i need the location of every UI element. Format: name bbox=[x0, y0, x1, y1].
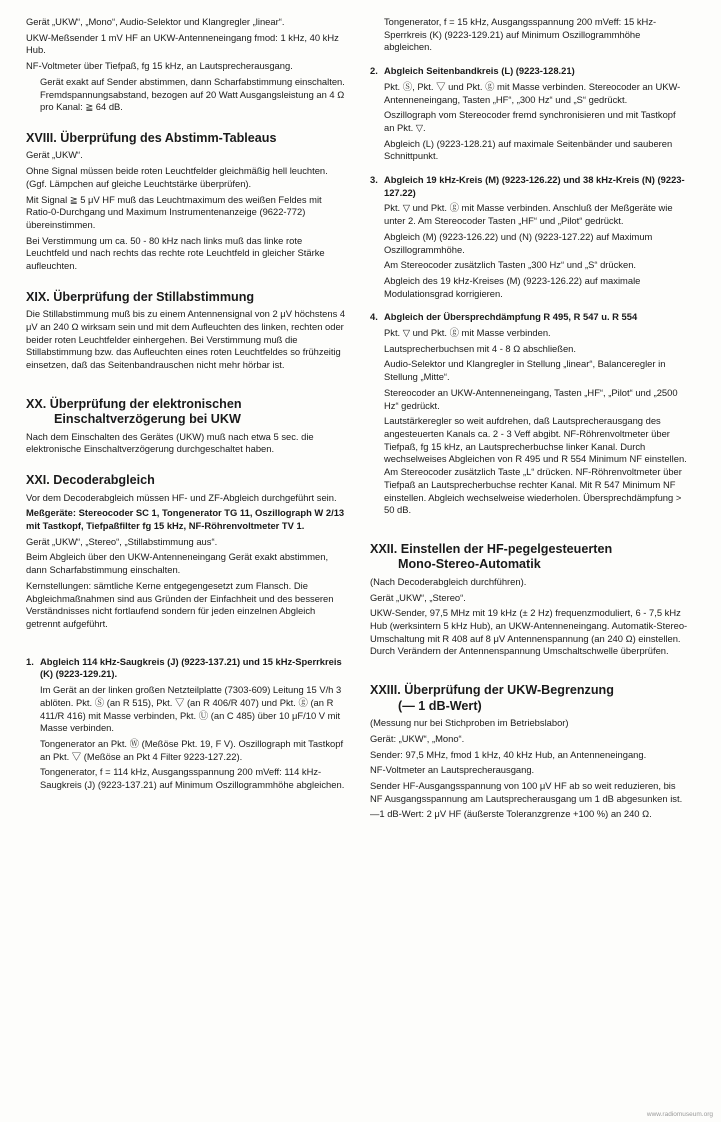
step-3-para: Am Stereocoder zusätzlich Tasten „300 Hz“ und „S“ drücken. bbox=[384, 259, 637, 271]
s22-para: Gerät „UKW“, „Stereo“. bbox=[370, 591, 466, 603]
step-4-para: Stereocoder an UKW-Antenneneingang, Tasten „HF“, „Pilot“ und „2500 Hz“ gedrückt. bbox=[384, 386, 678, 411]
section-20-heading-line-1: XX. Überprüfung der elektronischen bbox=[26, 396, 242, 411]
section-20-heading-line-2: Einschaltverzögerung bei UKW bbox=[54, 412, 241, 427]
step-4-para: Lautsprecherbuchsen mit 4 - 8 Ω abschließen. bbox=[384, 342, 577, 354]
step-3-para: Abgleich (M) (9223-126.22) und (N) (9223-127.22) auf Maximum Oszillogrammhöhe. bbox=[384, 230, 653, 255]
step-2-number: 2. bbox=[370, 65, 378, 77]
step-2-para: Pkt. Ⓢ, Pkt. ▽ und Pkt. ⓖ mit Masse verbinden. Stereocoder an UKW-Antenneneingang, Tasten „HF“, „300 Hz“ und „S“ gedrückt. bbox=[384, 80, 681, 105]
s18-para: Bei Verstimmung um ca. 50 - 80 kHz nach links muß das linke rote Leuchtfeld und nach rechts das rechte rote Leuchtfeld in gleicher Stärke aufleuchten. bbox=[26, 234, 325, 272]
section-19-heading: XIX. Überprüfung der Stillabstimmung bbox=[26, 289, 255, 304]
s21-para: Kernstellungen: sämtliche Kerne entgegengesetzt zum Flansch. Die Abgleichmaßnahmen sind aus Gründen der Einfachheit und des besseren Verständnisses nicht fortlaufend sondern für jeden einzelnen Abgleich getrennt aufgeführt. bbox=[26, 579, 334, 629]
intro-line-1: Gerät „UKW“, „Mono“, Audio-Selektor und Klangregler „linear“. bbox=[26, 16, 285, 27]
section-21-heading: XXI. Decoderabgleich bbox=[26, 473, 155, 488]
left-column bbox=[26, 16, 348, 795]
step-1-heading bbox=[26, 656, 348, 681]
s21-instruments: Meßgeräte: Stereocoder SC 1, Tongenerator TG 11, Oszillograph W 2/13 mit Tastkopf, Tiefpaßfilter fg 15 kHz, NF-Röhrenvoltmeter TV 1. bbox=[26, 507, 345, 532]
s23-para: (Messung nur bei Stichproben im Betriebslabor) bbox=[370, 717, 569, 729]
step-4-title: Abgleich der Übersprechdämpfung R 495, R 547 u. R 554 bbox=[384, 311, 638, 323]
section-22-heading-line-2: Mono-Stereo-Automatik bbox=[398, 557, 541, 572]
s21-para: Gerät „UKW“, „Stereo“, „Stillabstimmung aus“. bbox=[26, 535, 218, 547]
section-20-heading bbox=[26, 397, 348, 428]
s23-para: Sender HF-Ausgangsspannung von 100 μV HF ab so weit reduzieren, bis NF Ausgangsspannung am Lautsprecherausgang um 1 dB abgesunken ist. bbox=[370, 779, 683, 804]
s20-para: Nach dem Einschalten des Gerätes (UKW) muß nach etwa 5 sec. die elektronische Einschaltverzögerung durchgeschaltet haben. bbox=[26, 430, 314, 455]
step-4-heading bbox=[370, 311, 688, 324]
section-23-heading bbox=[370, 683, 688, 714]
step-1-para: Tongenerator, f = 114 kHz, Ausgangsspannung 200 mVeff: 114 kHz-Saugkreis (J) (9223-137.21) auf Minimum Oszillogrammhöhe abgleichen. bbox=[40, 766, 345, 791]
intro-line-2: UKW-Meßsender 1 mV HF an UKW-Antenneneingang fmod: 1 kHz, 40 kHz Hub. bbox=[26, 31, 339, 56]
section-23-heading-line-2: (— 1 dB-Wert) bbox=[398, 698, 482, 713]
s21-para: Beim Abgleich über den UKW-Antenneneingang Gerät exakt abstimmen, dann Scharfabstimmung einschalten. bbox=[26, 551, 329, 576]
step-3-heading bbox=[370, 174, 688, 199]
step-4-number: 4. bbox=[370, 311, 378, 323]
step-2-para: Abgleich (L) (9223-128.21) auf maximale Seitenbänder und sauberen Schnittpunkt. bbox=[384, 137, 673, 162]
section-22-heading-line-1: XXII. Einstellen der HF-pegelgesteuerten bbox=[370, 541, 613, 556]
section-23-heading-line-1: XXIII. Überprüfung der UKW-Begrenzung bbox=[370, 683, 614, 698]
step-3-title: Abgleich 19 kHz-Kreis (M) (9223-126.22) und 38 kHz-Kreis (N) (9223-127.22) bbox=[384, 174, 685, 198]
step-2-heading bbox=[370, 65, 688, 78]
s18-para: Mit Signal ≧ 5 μV HF muß das Leuchtmaximum des weißen Feldes mit Ratio-0-Durchgang und Maximum Instrumentenanzeige (9622-772) übereinstimmen. bbox=[26, 193, 322, 230]
s21-para: Vor dem Decoderabgleich müssen HF- und ZF-Abgleich durchgeführt sein. bbox=[26, 491, 337, 503]
step-2-para: Oszillograph vom Stereocoder fremd synchronisieren und mit Tastkopf an Pkt. ▽. bbox=[384, 109, 676, 133]
step-1-para: Im Gerät an der linken großen Netzteilplatte (7303-609) Leitung 15 V/h 3 ablöten. Pkt. Ⓢ (an R 515), Pkt. ▽ (an R 406/R 407) und Pkt. ⓖ (an R 411/R 416) mit Masse verbinden, Pkt. Ⓤ (an C 485) über 10 μF/10 V mit Masse verbinden. bbox=[40, 684, 342, 734]
intro-line-3: NF-Voltmeter über Tiefpaß, fg 15 kHz, an Lautsprecherausgang. bbox=[26, 60, 293, 72]
s22-para: UKW-Sender, 97,5 MHz mit 19 kHz (± 2 Hz) frequenzmoduliert, 6 - 7,5 kHz Hub (werksintern 5 kHz Hub), an UKW-Antenneneingang. Automatik-Stereo-Umschaltung mit R 408 auf 8 μV Antennenspannung (an 240 Ω) einstellen. Durch Verändern der Antennenspannung Umschaltschwelle überprüfen. bbox=[370, 607, 688, 657]
watermark-text: www.radiomuseum.org bbox=[646, 1111, 713, 1118]
right-column bbox=[370, 16, 688, 824]
s19-para: Die Stillabstimmung muß bis zu einem Antennensignal von 2 μV höchstens 4 μV an 240 Ω wirksam sein und mit dem Aufleuchten des linken, rechten oder beider roten Leuchtfelder einhergehen. Bei Verstimmung muß die Stillabstimmung bzw. das Aufleuchten eines roten Leuchtfeldes so frühzeitig einsetzen, daß das Seitenbandrauschen nicht mehr hörbar ist. bbox=[26, 308, 346, 371]
step-1-number: 1. bbox=[26, 655, 34, 667]
s22-para: (Nach Decoderabgleich durchführen). bbox=[370, 575, 527, 587]
s18-para: Gerät „UKW“. bbox=[26, 149, 83, 161]
intro-line-4: Gerät exakt auf Sender abstimmen, dann Scharfabstimmung einschalten. Fremdspannungsabstand, bezogen auf 20 Watt Ausgangsleistung an 4 Ω pro Kanal: ≧ 64 dB. bbox=[40, 75, 345, 113]
s23-para: —1 dB-Wert: 2 μV HF (äußerste Toleranzgrenze +100 %) an 240 Ω. bbox=[370, 808, 652, 820]
step-4-para: Lautstärkeregler so weit aufdrehen, daß Lautsprecherausgang des angesteuerten Kanals ca. 2 - 3 Veff abgibt. NF-Röhrenvoltmeter über Tiefpaß, fg 15 kHz, an Lautsprecherbuchse linker Kanal. Durch wechselweises Abgleichen von R 495 und R 554 Minimum NF einstellen. Am Stereocoder zusätzlich Taste „L“ drücken. NF-Röhrenvoltmeter über Tiefpaß an Lautsprecherbuchse rechter Kanal. Mit R 547 Minimum NF einstellen. Abgleich wechselweise wiederholen. Übersprechdämpfung > 50 dB. bbox=[384, 415, 687, 516]
section-22-heading bbox=[370, 542, 688, 573]
s23-para: Gerät: „UKW“, „Mono“. bbox=[370, 732, 465, 744]
step-4-para: Audio-Selektor und Klangregler in Stellung „linear“, Balanceregler in Stellung „Mitte“. bbox=[384, 358, 666, 383]
step-1-para: Tongenerator an Pkt. Ⓦ (Meßöse Pkt. 19, F V). Oszillograph mit Tastkopf an Pkt. ▽ (Meßöse an Pkt 4 Filter 9223-127.22). bbox=[40, 737, 344, 762]
s23-para: Sender: 97,5 MHz, fmod 1 kHz, 40 kHz Hub, an Antenneneingang. bbox=[370, 748, 647, 760]
section-18-heading: XVIII. Überprüfung des Abstimm-Tableaus bbox=[26, 130, 277, 145]
step-2-title: Abgleich Seitenbandkreis (L) (9223-128.21) bbox=[384, 65, 575, 77]
s23-para: NF-Voltmeter an Lautsprecherausgang. bbox=[370, 764, 535, 776]
step-3-number: 3. bbox=[370, 174, 378, 186]
step-4-para: Pkt. ▽ und Pkt. ⓖ mit Masse verbinden. bbox=[384, 327, 551, 339]
step-3-para: Abgleich des 19 kHz-Kreises (M) (9223-126.22) auf maximale Modulationsgrad korrigieren. bbox=[384, 274, 641, 299]
step-1-title: Abgleich 114 kHz-Saugkreis (J) (9223-137.21) und 15 kHz-Sperrkreis (K) (9223-129.21). bbox=[40, 655, 342, 680]
step-1-continued: Tongenerator, f = 15 kHz, Ausgangsspannung 200 mVeff: 15 kHz-Sperrkreis (K) (9223-129.21) auf Minimum Oszillogrammhöhe abgleichen. bbox=[384, 16, 657, 53]
step-3-para: Pkt. ▽ und Pkt. ⓖ mit Masse verbinden. Anschluß der Meßgeräte wie unter 2. Am Stereocoder Tasten „HF“ und „Pilot“ gedrückt. bbox=[384, 202, 673, 227]
s18-para: Ohne Signal müssen beide roten Leuchtfelder gleichmäßig hell leuchten. (Ggf. Lämpchen auf gleiche Leuchtstärke überprüfen). bbox=[26, 165, 328, 189]
